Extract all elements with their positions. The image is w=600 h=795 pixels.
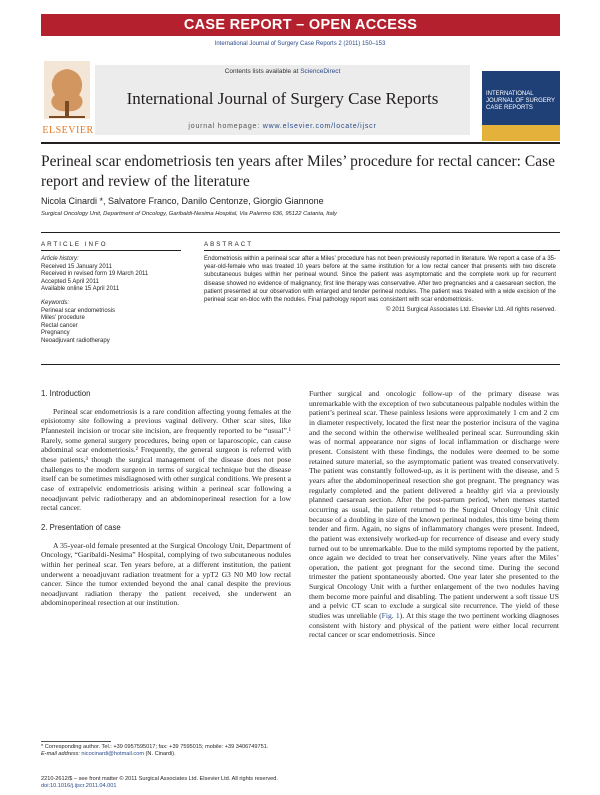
email-label: E-mail address: <box>41 751 82 757</box>
figure-1-link[interactable]: Fig. 1 <box>381 611 400 621</box>
keyword-item: Perineal scar endometriosis <box>41 307 116 314</box>
abstract-copyright: © 2011 Surgical Associates Ltd. Elsevier Ltd. All rights reserved. <box>385 307 556 314</box>
journal-title: International Journal of Surgery Case Reports <box>126 89 439 108</box>
history-item: Available online 15 April 2011 <box>41 286 120 293</box>
history-item: Received 15 January 2011 <box>41 263 112 270</box>
doi-link[interactable]: doi:10.1016/j.ijscr.2011.04.001 <box>41 783 117 789</box>
homepage-prefix: journal homepage: <box>188 123 263 130</box>
abstract-rule <box>204 250 560 251</box>
email-suffix: (N. Cinardi). <box>144 751 176 757</box>
keyword-item: Rectal cancer <box>41 322 78 329</box>
article-info-column <box>41 256 181 346</box>
left-column <box>41 389 291 608</box>
author-affiliation: Surgical Oncology Unit, Department of Oncology, Garibaldi-Nesima Hospital, Via Palermo 636, 95122 Catania, Italy <box>41 211 337 217</box>
introduction-heading: 1. Introduction <box>41 389 91 398</box>
introduction-text: Perineal scar endometriosis is a rare condition affecting young females at the episiotomy site following a previous vaginal delivery. Other scar sites, like Pfannesteil incision or trocar site incision, are frequently reported to be “usual”.¹ Rarely, some general surgery procedures, being open or laparoscopic, can cause abdominal scar endometriosis.² Frequently, the general surgeon is referred with these patients,³ though the surgical management of the disease does not pose challenges to the modern surgeon in terms of surgical technique but the disease itself can be sometimes misdiagnosed with other surgical conditions. We present a case of extrapelvic endometriosis arising within a perineal scar following a neoadjuvant pelvic radiotherapy and an abdominoperineal resection for a low rectal cancer. <box>41 406 291 513</box>
author-email-link[interactable]: nicocinardi@hotmail.com <box>81 751 144 757</box>
keyword-item: Miles’ procedure <box>41 315 85 322</box>
contents-prefix: Contents lists available at <box>224 68 301 75</box>
case-continued-part2: ). At this stage the two pertinent working diagnoses consistent with history and physical of the patient were either local recurrent rectal cancer or scar endometriosis. Since <box>309 611 559 640</box>
history-item: Accepted 5 April 2011 <box>41 278 99 285</box>
homepage-link[interactable]: www.elsevier.com/locate/ijscr <box>262 123 377 130</box>
case-text: A 35-year-old female presented at the Surgical Oncology Unit, Department of Oncology, “Garibaldi-Nesima” Hospital, complying of two subcutaneous nodules within her perineal scar. Ten years before, at a different institution, the patient underwent a neoadjuvant radiation treatment for a ypT2 G3 N0 M0 low rectal cancer. Since the tumor extended beyond the anal canal despite the previous neoadjuvant radiation therapy the patient received, she underwent an abdominoperineal resection at our institution. <box>41 540 291 608</box>
abstract-bottom-rule <box>41 364 560 365</box>
journal-homepage <box>95 123 470 130</box>
history-item: Received in revised form 19 March 2011 <box>41 271 149 278</box>
journal-header <box>41 55 560 139</box>
footnote-rule <box>41 741 111 742</box>
abstract-block <box>204 255 556 314</box>
sciencedirect-link[interactable]: ScienceDirect <box>300 68 341 75</box>
issn-line: 2210-2612/$ – see front matter © 2011 Surgical Associates Ltd. Elsevier Ltd. All rights reserved. <box>41 776 278 782</box>
article-authors: Nicola Cinardi *, Salvatore Franco, Danilo Centonze, Giorgio Giannone <box>41 196 324 206</box>
email-line <box>41 751 291 758</box>
article-info-rule <box>41 250 181 251</box>
journal-citation[interactable]: International Journal of Surgery Case Reports 2 (2011) 150–153 <box>214 41 386 47</box>
article-info-heading: ARTICLE INFO <box>41 241 108 248</box>
history-label: Article history: <box>41 256 79 262</box>
article-title: Perineal scar endometriosis ten years after Miles’ procedure for rectal cancer: Case report and review of the literature <box>41 153 555 190</box>
right-column <box>309 389 559 640</box>
cover-stripe <box>482 125 560 141</box>
abstract-text: Endometriosis within a perineal scar after a Miles’ procedure has not been previously reported in literature. We report a case of a 35-year-old-female who was treated 10 years before at the same institution for a low rectal cancer that presents with two discrete subcutaneous bulges within her perineal wound. Since the patient was asymptomatic and the complete work up for recurrent disease showed no evidence of malignancy, first line therapy was conservative. After two pregnancies and a caesarean section, the patient presented at our observation with enlarged and tender perineal nodules. The patient was treated with a wide excision of the perineal scar en-bloc with the nodules. Final pathology report was consistent with scar endometriosis. <box>204 256 556 304</box>
cover-title: INTERNATIONAL JOURNAL OF SURGERY CASE REPORTS <box>486 91 555 111</box>
open-access-banner: CASE REPORT – OPEN ACCESS <box>41 14 560 36</box>
case-continued-part1: Further surgical and oncologic follow-up of the primary disease was unremarkable with the exception of two subcutaneous palpable nodules within the patient’s perineal scar. These painless lesions were approximately 1 cm and 2 cm in diameter respectively, located the first near the posterior incisura of the vagina and the second within the otherwise wellhealed perineal scar. Surrounding skin was of normal appearance nor signs of local inflammation or discharge were present. Consistent with these findings, the nodules were deemed to be some retained suture material, so the asymptomatic patient was treated conservatively. The patient was constantly followed-up, as it is pertinent with the disease, and 5 years after the abdominoperineal resection she got pregnant. The pregnancy was regularly completed and the patient delivered a healthy girl via a previously planned caesarean section. After the post-partum period, when menses started occurring as usual, the patient returned to the Surgical Oncology Unit clinic because of a doubling in size of the known perineal nodules, this time being them tender and firm. Again, no signs of inflammatory changes were present. Indeed, the patient was extensively worked-up for recurrence of disease and every study turned out to be unremarkable. Due to the mild symptoms reported by the patient, once again we decided to treat her conservatively. Nine years after the Miles’ operation, the patient got pregnant for the second time. During the second trimester the patient spontaneously aborted. One year later she presented to the Surgical Oncology Unit with a further enlargement of the two nodules having them become more painful and disabling. The patient underwent a soft tissue US and a pelvic CT scan to exclude a surgical site recurrence. The yield of these studies was unreliable ( <box>309 389 559 621</box>
keyword-item: Pregnancy <box>41 330 70 337</box>
header-rule <box>41 142 560 144</box>
correspondence-note: * Corresponding author. Tel.: +39 0957595017; fax: +39 7595015; mobile: +39 3406749751. <box>41 744 269 750</box>
info-rule-top <box>41 232 560 233</box>
publisher-name: ELSEVIER <box>42 125 94 136</box>
keyword-item: Neoadjuvant radiotherapy <box>41 337 110 344</box>
case-text-continued <box>309 389 559 640</box>
abstract-heading: ABSTRACT <box>204 241 254 248</box>
case-heading: 2. Presentation of case <box>41 522 121 532</box>
footnote <box>41 744 291 758</box>
keywords-label: Keywords: <box>41 299 70 306</box>
bottom-info <box>41 776 560 790</box>
contents-line <box>95 68 470 75</box>
journal-cover-thumbnail <box>482 71 560 141</box>
journal-masthead <box>95 65 470 135</box>
